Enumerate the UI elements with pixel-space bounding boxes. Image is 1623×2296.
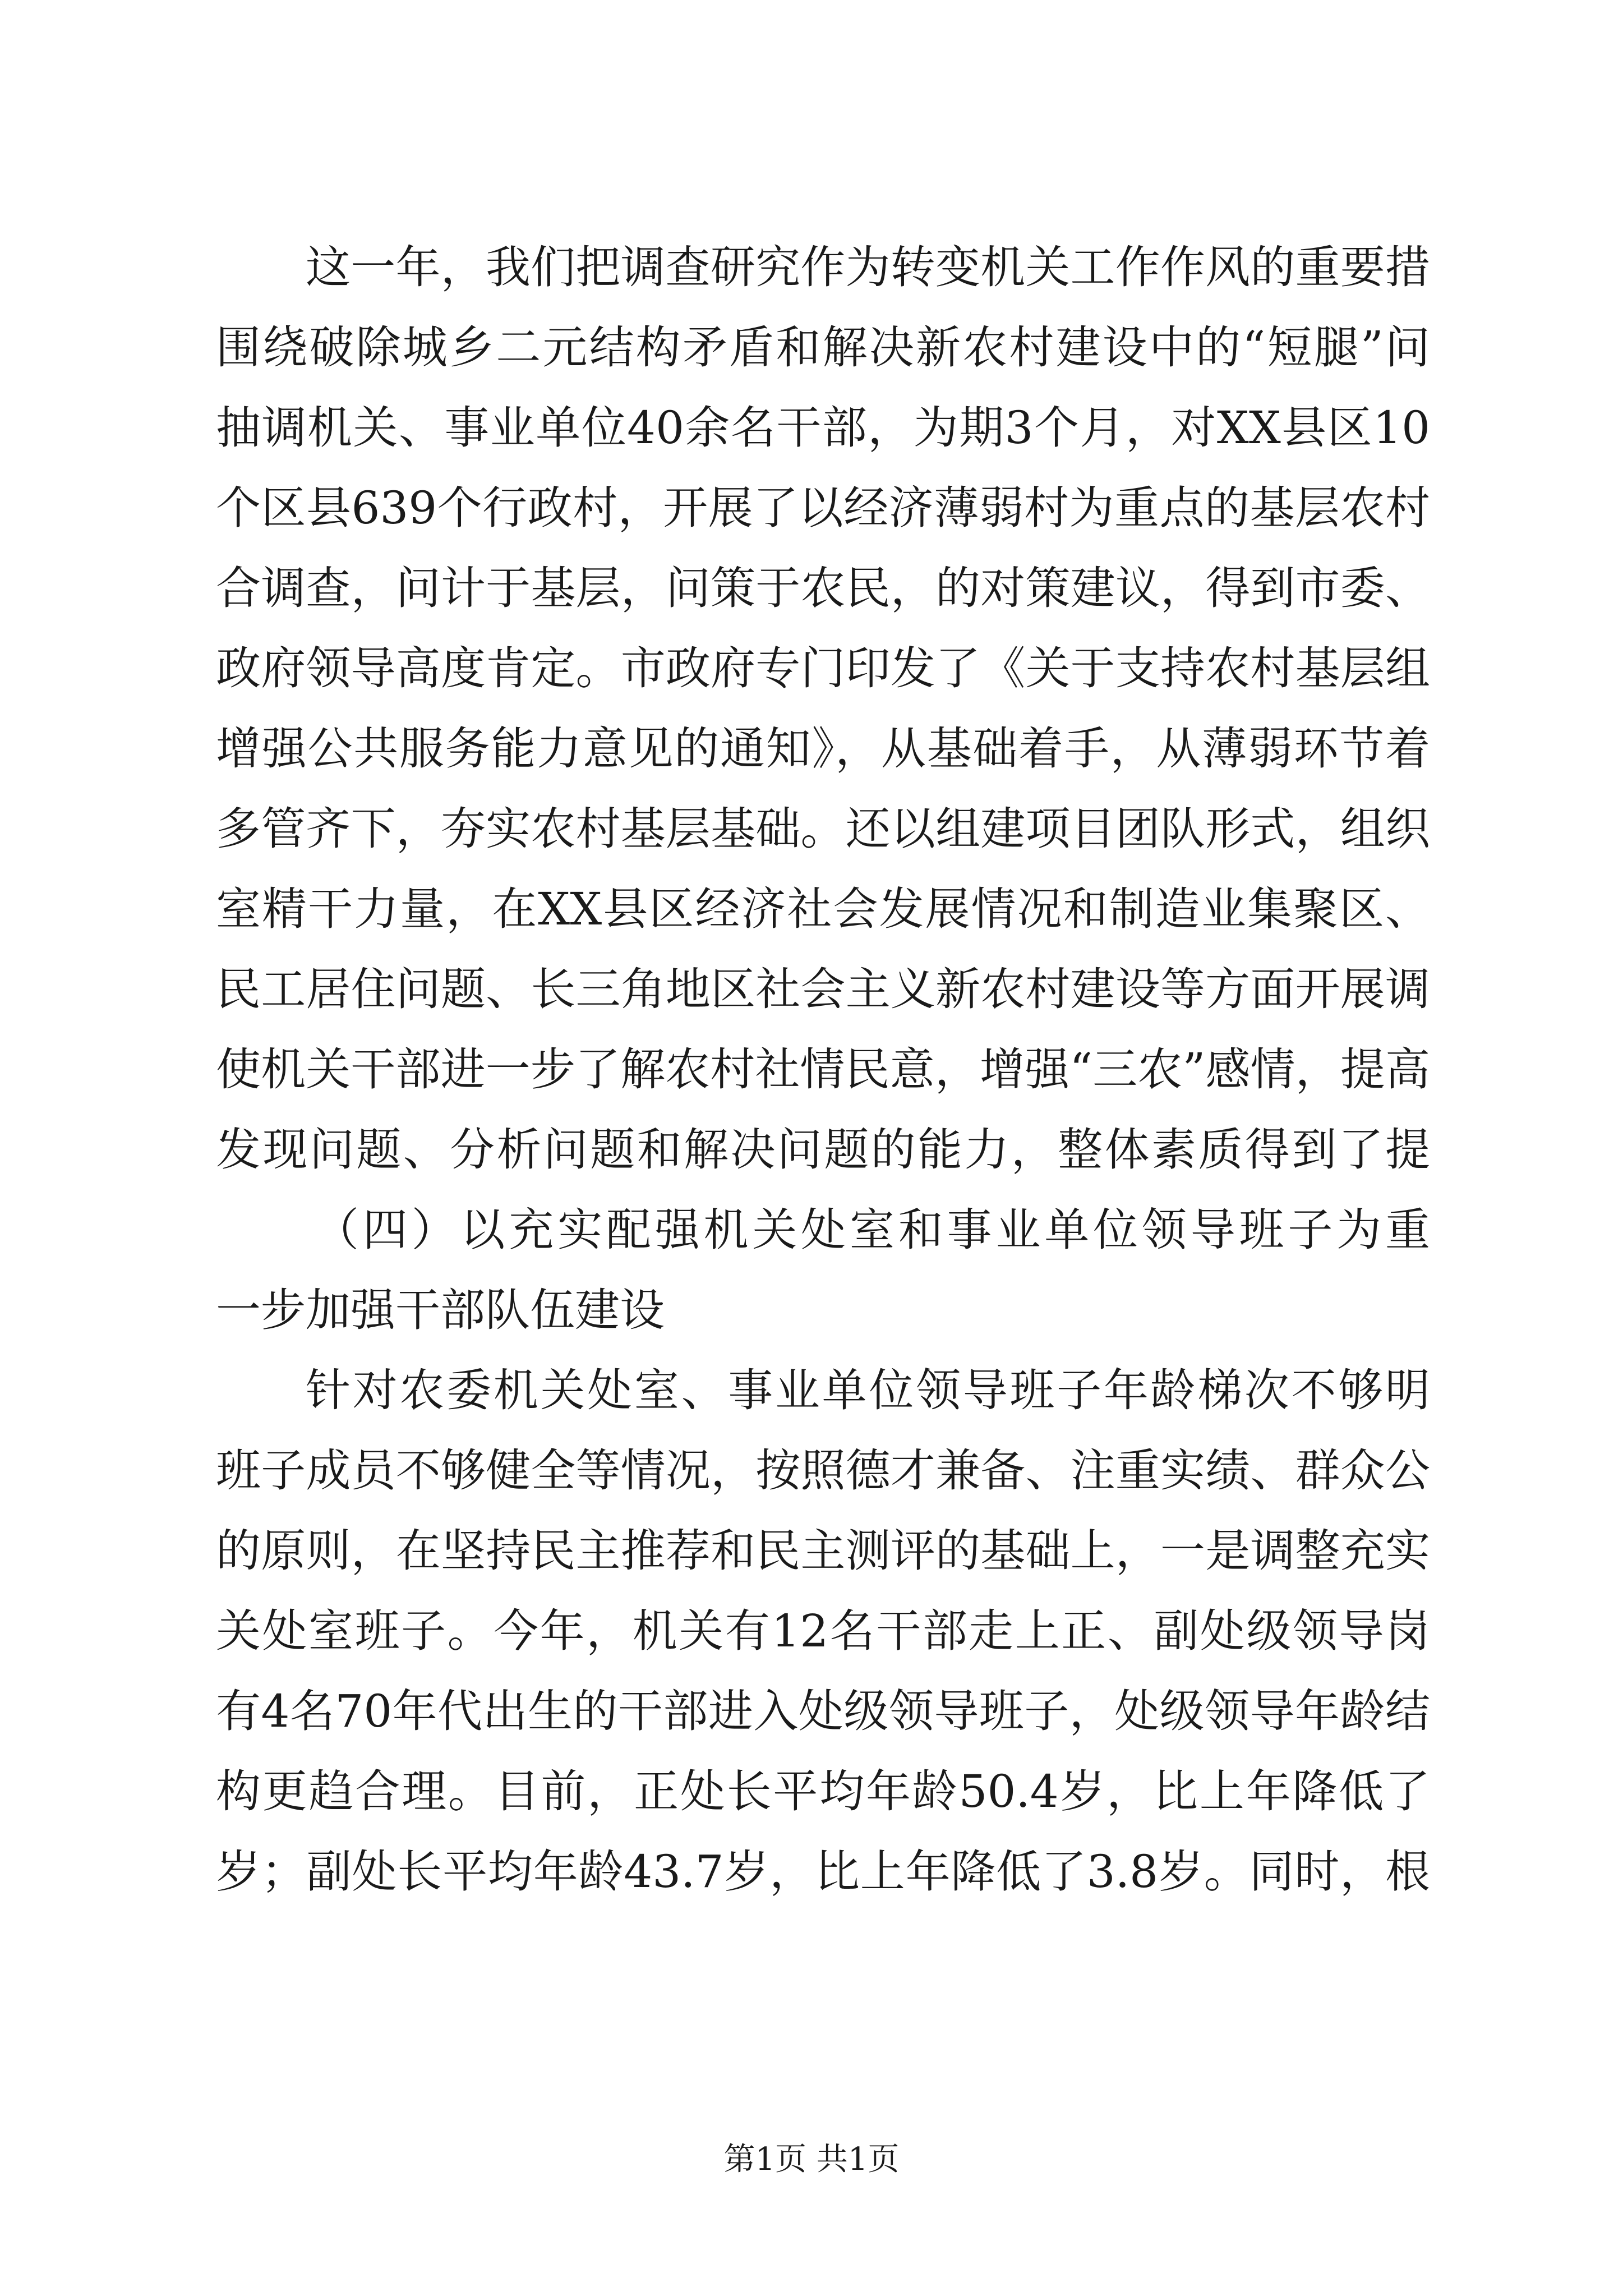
page-number-footer: 第1页 共1页	[723, 2141, 900, 2178]
paragraph-line: 增强公共服务能力意见的通知》，从基础着手，从薄弱环节着	[216, 723, 1430, 775]
paragraph-line: 多管齐下，夯实农村基层基础。还以组建项目团队形式，组织	[216, 803, 1430, 855]
paragraph-line: 的原则，在坚持民主推荐和民主测评的基础上，一是调整充实	[216, 1525, 1430, 1577]
paragraph-line: 班子成员不够健全等情况，按照德才兼备、注重实绩、群众公	[216, 1444, 1430, 1497]
paragraph-line: 有4名70年代出生的干部进入处级领导班子，处级领导年龄结	[216, 1685, 1430, 1737]
paragraph-line: 发现问题、分析问题和解决问题的能力，整体素质得到了提	[216, 1124, 1430, 1176]
paragraph-line: 政府领导高度肯定。市政府专门印发了《关于支持农村基层组	[216, 642, 1430, 694]
paragraph-line: 民工居住问题、长三角地区社会主义新农村建设等方面开展调	[216, 963, 1430, 1015]
paragraph-line: 这一年，我们把调查研究作为转变机关工作作风的重要措	[306, 241, 1430, 293]
paragraph-line: 关处室班子。今年，机关有12名干部走上正、副处级领导岗	[216, 1605, 1430, 1657]
paragraph-line: 围绕破除城乡二元结构矛盾和解决新农村建设中的“短腿”问	[216, 321, 1430, 374]
document-body	[216, 227, 1430, 1912]
paragraph-line: 岁；副处长平均年龄43.7岁，比上年降低了3.8岁。同时，根	[216, 1846, 1430, 1898]
paragraph-line: 构更趋合理。目前，正处长平均年龄50.4岁，比上年降低了	[216, 1765, 1430, 1818]
section-heading-line: 一步加强干部队伍建设	[216, 1284, 665, 1336]
paragraph-line: 针对农委机关处室、事业单位领导班子年龄梯次不够明	[306, 1364, 1430, 1416]
paragraph-line: 抽调机关、事业单位40余名干部，为期3个月，对XX县区10	[216, 402, 1430, 454]
paragraph-line: 个区县639个行政村，开展了以经济薄弱村为重点的基层农村	[216, 482, 1430, 534]
paragraph-line: 合调查，问计于基层，问策于农民，的对策建议，得到市委、	[216, 562, 1430, 614]
paragraph-line: 室精干力量，在XX县区经济社会发展情况和制造业集聚区、	[216, 883, 1430, 935]
section-heading-line: （四）以充实配强机关处室和事业单位领导班子为重	[314, 1204, 1430, 1256]
paragraph-line: 使机关干部进一步了解农村社情民意，增强“三农”感情，提高	[216, 1043, 1430, 1096]
